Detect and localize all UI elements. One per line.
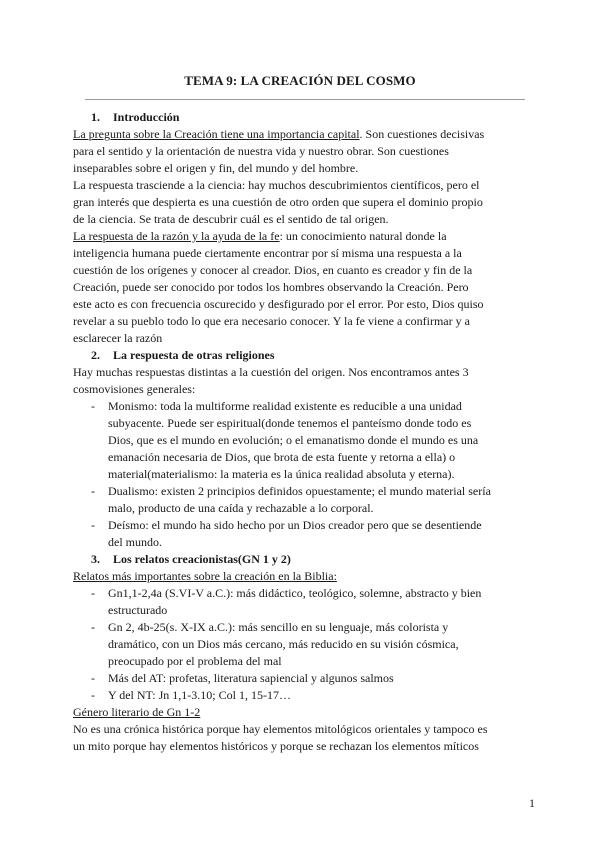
paragraph-line: inteligencia humana puede ciertamente encontrar por sí misma una respuesta a la [73,246,462,260]
section-heading-text: La respuesta de otras religiones [113,348,275,362]
bullet-continuation: subyacente. Puede ser espiritual(donde tenemos el panteísmo donde todo es [108,416,472,430]
subheading-genero-literario: Género literario de Gn 1-2 [73,705,201,719]
bullet-item-gn2 [73,619,528,636]
bullet-dash: - [91,586,95,600]
bullet-item-gn1 [73,585,528,602]
page-number: 1 [529,796,535,810]
underlined-phrase: La pregunta sobre la Creación tiene una importancia capital [73,127,360,141]
bullet-item-at [73,670,528,687]
paragraph-line: Hay muchas respuestas distintas a la cuestión del origen. Nos encontramos antes 3 [73,365,469,379]
paragraph-line [73,228,528,245]
bullet-item-nt [73,687,528,704]
title-divider [85,99,525,100]
paragraph-line: de la ciencia. Se trata de descubrir cuál es el sentido de tal origen. [73,212,389,226]
bullet-continuation: Dios, que es el mundo en evolución; o el emanatismo donde el mundo es una [108,433,479,447]
bullet-continuation: material(materialismo: la materia es la única realidad absoluta y eterna). [108,467,455,481]
paragraph-line: un mito porque hay elementos históricos y porque se rechazan los elementos míticos [73,739,479,753]
section-heading-otras-religiones [73,347,528,364]
bullet-dash: - [91,484,95,498]
bullet-item-deismo [73,517,528,534]
bullet-text: Deísmo: el mundo ha sido hecho por un Dios creador pero que se desentiende [108,518,482,532]
bullet-continuation: malo, producto de una caída y rechazable a lo corporal. [108,501,374,515]
section-heading-relatos-creacionistas [73,551,528,568]
bullet-dash: - [91,688,95,702]
bullet-text: Gn1,1-2,4a (S.VI-V a.C.): más didáctico, teológico, solemne, abstracto y bien [108,586,482,600]
bullet-text: Más del AT: profetas, literatura sapiencial y algunos salmos [108,671,394,685]
section-heading-introduccion [73,109,528,126]
bullet-dash: - [91,399,95,413]
paragraph-line: esclarecer la razón [73,331,163,345]
bullet-dash: - [91,518,95,532]
paragraph-line: Creación, puede ser conocido por todos los hombres observando la Creación. Pero [73,280,469,294]
bullet-continuation: emanación necesaria de Dios, que brota de esta fuente y retorna a ella) o [108,450,456,464]
subheading-relatos-biblia: Relatos más importantes sobre la creación en la Biblia: [73,569,337,583]
bullet-dash: - [91,671,95,685]
section-number: 3. [91,552,100,566]
section-heading-text: Los relatos creacionistas(GN 1 y 2) [113,552,291,566]
bullet-item-monismo [73,398,528,415]
bullet-continuation: dramático, con un Dios más cercano, más reducido en su visión cósmica, [108,637,459,651]
paragraph-line: revelar a su pueblo todo lo que era necesario conocer. Y la fe viene a confirmar y a [73,314,470,328]
section-heading-text: Introducción [113,110,180,124]
bullet-dash: - [91,620,95,634]
document-title: TEMA 9: LA CREACIÓN DEL COSMO [184,73,416,88]
bullet-item-dualismo [73,483,528,500]
bullet-continuation: estructurado [108,603,168,617]
paragraph-line: cosmovisiones generales: [73,382,196,396]
paragraph-line: cuestión de los orígenes y conocer al creador. Dios, en cuanto es creador y fin de la [73,263,473,277]
paragraph-text: . Son cuestiones decisivas [359,127,485,141]
paragraph-text: : un conocimiento natural donde la [279,229,447,243]
bullet-text: Dualismo: existen 2 principios definidos opuestamente; el mundo material sería [108,484,491,498]
bullet-continuation: preocupado por el problema del mal [108,654,282,668]
bullet-text: Y del NT: Jn 1,1-3.10; Col 1, 15-17… [108,688,291,702]
section-number: 2. [91,348,100,362]
paragraph-line: para el sentido y la orientación de nuestra vida y nuestro obrar. Son cuestiones [73,144,449,158]
paragraph-line: La respuesta trasciende a la ciencia: hay muchos descubrimientos científicos, pero el [73,178,480,192]
bullet-text: Monismo: toda la multiforme realidad existente es reducible a una unidad [108,399,462,413]
bullet-text: Gn 2, 4b-25(s. X-IX a.C.): más sencillo en su lenguaje, más colorista y [108,620,449,634]
paragraph-line: No es una crónica histórica porque hay elementos mitológicos orientales y tampoco es [73,722,488,736]
paragraph-line [73,126,528,143]
underlined-phrase: La respuesta de la razón y la ayuda de la fe [73,229,280,243]
section-number: 1. [91,110,100,124]
paragraph-line: este acto es con frecuencia oscurecido y desfigurado por el error. Por esto, Dios quiso [73,297,484,311]
paragraph-line: inseparables sobre el origen y fin, del mundo y del hombre. [73,161,359,175]
bullet-continuation: del mundo. [108,535,162,549]
document-body [73,109,528,755]
paragraph-line: gran interés que despierta es una cuestión de otro orden que supera el dominio propio [73,195,483,209]
